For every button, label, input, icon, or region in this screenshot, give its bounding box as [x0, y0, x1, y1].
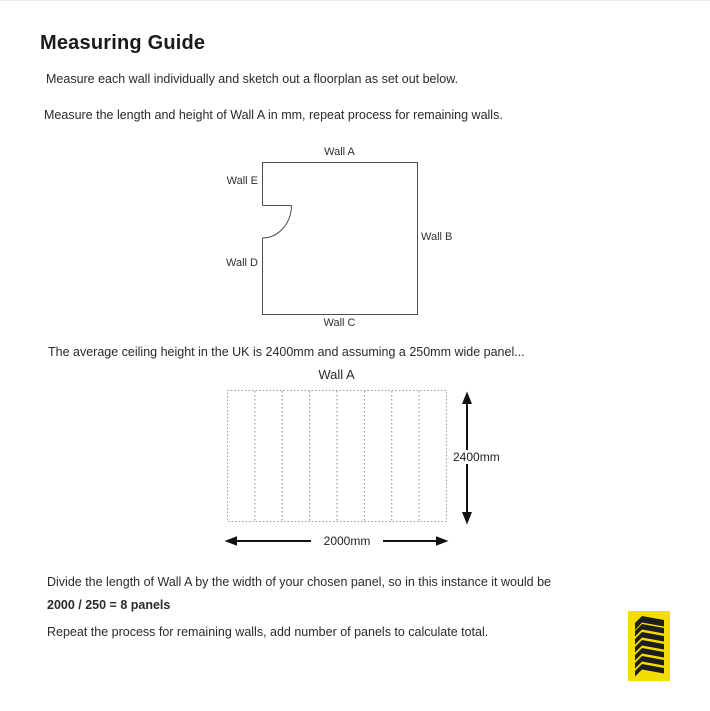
divide-instruction: Divide the length of Wall A by the width of your chosen panel, so in this instance it would be	[47, 575, 551, 589]
panel-dividers	[255, 391, 419, 521]
ceiling-height-label: 2400mm	[450, 450, 503, 464]
wall-length-label: 2000mm	[311, 534, 383, 548]
arrowhead-down-icon	[462, 512, 472, 525]
page-title: Measuring Guide	[40, 32, 206, 54]
arrowhead-left-icon	[225, 536, 238, 546]
stacked-panels-logo	[628, 611, 670, 681]
floorplan-outline	[263, 163, 418, 315]
panel-diagram	[225, 391, 473, 546]
wall-b-label: Wall B	[421, 231, 453, 243]
wall-d-label: Wall D	[226, 257, 258, 269]
panel-formula: 2000 / 250 = 8 panels	[47, 598, 171, 612]
door-swing-arc	[263, 206, 292, 239]
wall-a-label: Wall A	[324, 146, 355, 158]
arrowhead-right-icon	[436, 536, 449, 546]
ceiling-note: The average ceiling height in the UK is 2400mm and assuming a 250mm wide panel...	[48, 345, 525, 359]
intro-paragraph-2: Measure the length and height of Wall A in mm, repeat process for remaining walls.	[44, 108, 503, 122]
wall-e-label: Wall E	[226, 175, 258, 187]
arrowhead-up-icon	[462, 392, 472, 405]
repeat-instruction: Repeat the process for remaining walls, add number of panels to calculate total.	[47, 625, 489, 639]
floorplan-diagram	[263, 163, 418, 315]
panel-wall-outline	[228, 391, 447, 522]
panel-diagram-title: Wall A	[318, 367, 355, 382]
wall-c-label: Wall C	[323, 317, 356, 329]
intro-paragraph-1: Measure each wall individually and sketch out a floorplan as set out below.	[46, 72, 459, 86]
